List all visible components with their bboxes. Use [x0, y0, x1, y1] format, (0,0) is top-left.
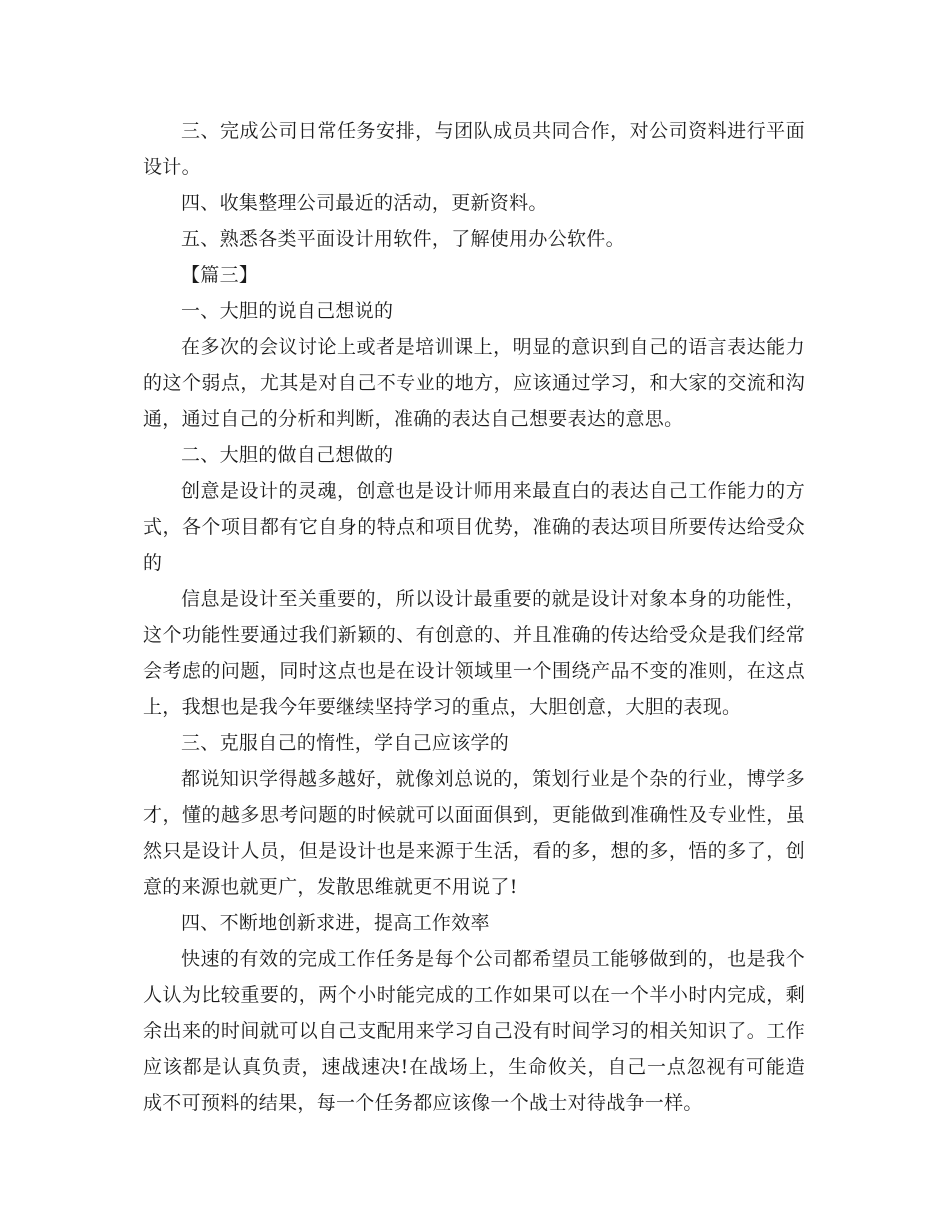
paragraph-familiar-software: 五、熟悉各类平面设计用软件，了解使用办公软件。 [181, 228, 625, 250]
subheading-do-boldly: 二、大胆的做自己想做的 [181, 444, 394, 466]
section-heading-part-three: 【篇三】 [181, 264, 259, 286]
subheading-overcome-laziness: 三、克服自己的惰性，学自己应该学的 [181, 732, 510, 754]
paragraph-design-functionality: 信息是设计至关重要的，所以设计最重要的就是设计对象本身的功能性，这个功能性要通过我们新颖的、有创意的、并且准确的传达给受众是我们经常会考虑的问题，同时这点也是在设计领域里一个围绕产品不变的准则，在这点上，我想也是我今年要继续坚持学习的重点，大胆创意，大胆的表现。 [143, 588, 805, 718]
paragraph-task-arrangement: 三、完成公司日常任务安排，与团队成员共同合作，对公司资料进行平面设计。 [143, 120, 805, 178]
paragraph-creativity-soul: 创意是设计的灵魂，创意也是设计师用来最直白的表达自己工作能力的方式，各个项目都有它自身的特点和项目优势，准确的表达项目所要传达给受众的 [143, 480, 805, 574]
paragraph-expression-ability: 在多次的会议讨论上或者是培训课上，明显的意识到自己的语言表达能力的这个弱点，尤其是对自己不专业的地方，应该通过学习，和大家的交流和沟通，通过自己的分析和判断，准确的表达自己想要表达的意思。 [143, 336, 805, 430]
subheading-speak-boldly: 一、大胆的说自己想说的 [181, 300, 394, 322]
document-body [143, 113, 805, 1121]
subheading-innovate-efficiency: 四、不断地创新求进，提高工作效率 [181, 912, 490, 934]
paragraph-knowledge-learning: 都说知识学得越多越好，就像刘总说的，策划行业是个杂的行业，博学多才，懂的越多思考问题的时候就可以面面俱到，更能做到准确性及专业性，虽然只是设计人员，但是设计也是来源于生活，看的多，想的多，悟的多了，创意的来源也就更广，发散思维就更不用说了! [143, 768, 805, 898]
paragraph-work-efficiency: 快速的有效的完成工作任务是每个公司都希望员工能够做到的，也是我个人认为比较重要的，两个小时能完成的工作如果可以在一个半小时内完成，剩余出来的时间就可以自己支配用来学习自己没有时间学习的相关知识了。工作应该都是认真负责，速战速决!在战场上，生命攸关，自己一点忽视有可能造成不可预料的结果，每一个任务都应该像一个战士对待战争一样。 [143, 948, 805, 1114]
paragraph-collect-activities: 四、收集整理公司最近的活动，更新资料。 [181, 192, 548, 214]
